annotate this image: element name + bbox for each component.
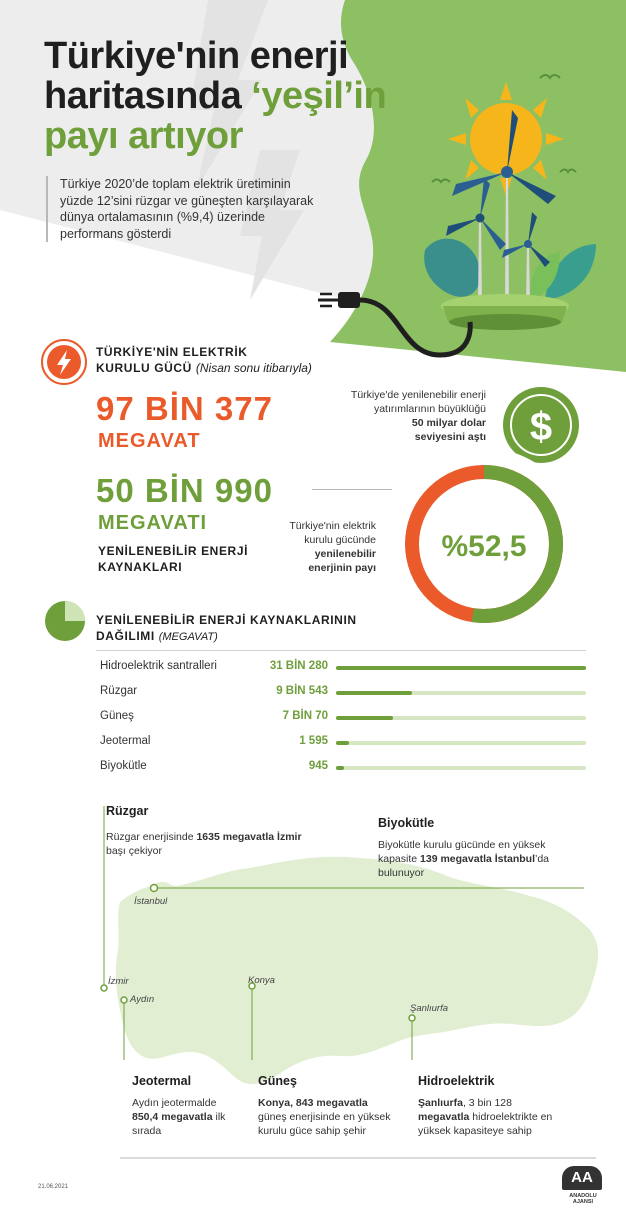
city-konya: Konya [248,975,275,986]
investment-text [300,388,486,444]
solar-text-part: güneş enerjisinde en yüksek kurulu güce sahip şehir [258,1111,391,1137]
share-text-line3: yenilenebilir [314,548,376,560]
geothermal-text-part1: Aydın jeotermalde [132,1097,217,1109]
share-text-line2: kurulu gücünde [304,534,376,546]
renewable-share-value: %52,5 [441,530,527,563]
biomass-title: Biyokütle [378,816,435,830]
capacity-title-label: KURULU GÜCÜ [96,361,192,375]
wind-city: İzmir [277,831,302,843]
distribution-row-label: Rüzgar [100,685,138,697]
distribution-title-line1: YENİLENEBİLİR ENERJİ KAYNAKLARININ [96,613,357,627]
agency-logo: AA [562,1166,602,1190]
renewable-capacity-value: 50 BİN 990 [96,472,273,509]
distribution-row-track [336,741,586,745]
hydro-amount: megavatla [418,1111,470,1123]
investment-status: seviyesini aştı [414,431,486,443]
lightning-icon [40,338,88,386]
dollar-symbol: $ [529,405,553,449]
distribution-row-track [336,766,586,770]
headline-line2-highlight: ‘yeşil’in [251,75,387,117]
distribution-title-label: DAĞILIMI [96,629,155,643]
hydro-city: Şanlıurfa [418,1097,463,1109]
wind-text [106,830,306,858]
solar-title: Güneş [258,1074,297,1088]
investment-text-line1: Türkiye'de yenilenebilir enerji [350,389,486,401]
biomass-amount: 139 megavatla İstanbul [420,853,535,865]
distribution-row-track [336,716,586,720]
distribution-row-label: Jeotermal [100,735,151,747]
headline-line3: payı artıyor [44,115,243,157]
distribution-divider [96,650,586,651]
city-istanbul: İstanbul [134,896,168,907]
biomass-text-part2: ’da bulunuyor [378,853,550,879]
distribution-row-label: Biyokütle [100,760,147,772]
distribution-row-bar [336,716,393,720]
distribution-row-label: Güneş [100,710,134,722]
distribution-row-value: 7 BİN 70 [282,710,328,722]
wind-text-part1: Rüzgar enerjisinde [106,831,197,843]
distribution-row-value: 945 [308,760,328,772]
geothermal-amount: 850,4 megavatla [132,1111,213,1123]
investment-text-line2: yatırımlarının büyüklüğü [373,403,486,415]
hydro-text [418,1096,568,1138]
biomass-text-part1: Biyokütle kurulu gücünde en yüksek kapasite [378,839,546,865]
total-capacity-unit: MEGAVAT [98,430,201,452]
footer-date: 21.06.2021 [38,1184,69,1190]
distribution-row-value: 31 BİN 280 [269,660,328,672]
hydro-text-part2: hidroelektrikte en yüksek kapasiteye sahip [418,1111,553,1137]
renewable-capacity-unit: MEGAVATI [98,512,208,534]
headline-line2 [44,76,386,116]
renewable-share-donut [386,446,582,642]
capacity-title-line2 [96,360,312,376]
distribution-row-label: Hidroelektrik santralleri [100,660,217,672]
wind-title: Rüzgar [106,804,149,818]
wind-text-part2: başı çekiyor [106,845,163,857]
distribution-row-bar [336,766,344,770]
headline-line2-part1: haritasında [44,75,252,117]
solar-text [258,1096,398,1138]
connector-line [312,489,392,490]
distribution-row-bar [336,741,349,745]
renewable-label-line1: YENİLENEBİLİR ENERJİ [98,544,249,558]
wind-amount: 1635 megavatla [196,831,275,843]
city-sanliurfa: Şanlıurfa [410,1003,449,1014]
total-capacity-value: 97 BİN 377 [96,390,273,427]
geothermal-title: Jeotermal [132,1074,192,1088]
geothermal-text-part2: ilk sırada [132,1111,226,1137]
pie-chart-icon [42,598,88,644]
renewable-label-line2: KAYNAKLARI [98,560,183,574]
biomass-text [378,838,584,880]
distribution-row-bar [336,666,586,670]
distribution-row-value: 1 595 [299,735,328,747]
distribution-row-track [336,666,586,670]
investment-amount: 50 milyar dolar [411,417,486,429]
city-aydin: Aydın [130,994,155,1005]
distribution-title-line2 [96,628,218,645]
agency-name: ANADOLU AJANSI [569,1193,597,1205]
share-text-line1: Türkiye'nin elektrik [289,520,376,532]
geothermal-text [132,1096,242,1138]
capacity-title-note: (Nisan sonu itibarıyla) [195,361,312,375]
share-text [250,519,376,575]
city-izmir: İzmir [108,976,129,987]
distribution-row-track [336,691,586,695]
hydro-title: Hidroelektrik [418,1074,495,1088]
distribution-row-value: 9 BİN 543 [276,685,328,697]
hydro-text-part1: , 3 bin 128 [462,1097,512,1109]
solar-amount: Konya, 843 megavatla [258,1097,368,1109]
headline-line1: Türkiye'nin enerji [44,35,349,77]
capacity-title-line1: TÜRKİYE'NİN ELEKTRİK [96,345,248,359]
share-text-line4: enerjinin payı [308,562,376,574]
distribution-row-bar [336,691,412,695]
intro-text: Türkiye 2020’de toplam elektrik üretiminin yüzde 12’sini rüzgar ve güneşten karşılayarak dünya ortalamasının (%9,4) üzerinde performans gösterdi [46,176,316,242]
distribution-title-note: (MEGAVAT) [158,631,218,643]
